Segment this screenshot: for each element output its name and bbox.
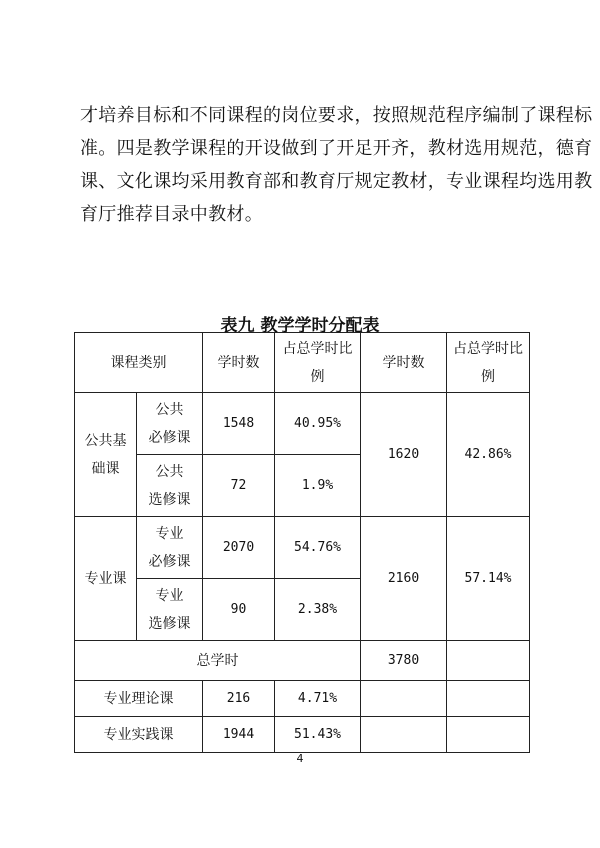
hours-allocation-table — [74, 332, 530, 753]
page-number: 4 — [296, 752, 304, 765]
subcategory-cell — [137, 517, 203, 579]
subcategory-line1: 公共 — [155, 463, 184, 480]
row-label: 专业实践课 — [75, 717, 203, 753]
group-name-line1: 公共基 — [84, 432, 127, 449]
subcategory-line2: 必修课 — [148, 553, 191, 570]
hours-cell: 72 — [203, 455, 275, 517]
table-caption: 表九 教学学时分配表 — [220, 316, 380, 336]
table-row — [75, 717, 530, 753]
header-category: 课程类别 — [75, 333, 203, 393]
paragraph-line: 才培养目标和不同课程的岗位要求，按照规范程序编制了课程标 — [80, 105, 593, 126]
header-hours: 学时数 — [203, 333, 275, 393]
subcategory-cell — [137, 455, 203, 517]
header-total-hours: 学时数 — [361, 333, 447, 393]
subcategory-line2: 选修课 — [148, 491, 191, 508]
paragraph-line: 育厅推荐目录中教材。 — [80, 204, 263, 225]
hours-cell: 1944 — [203, 717, 275, 753]
table-row — [75, 393, 530, 455]
ratio-cell: 2.38% — [275, 579, 361, 641]
header-ratio-line2: 例 — [310, 368, 325, 385]
header-total-ratio-line1: 占总学时比 — [453, 340, 523, 357]
paragraph-line: 课、文化课均采用教育部和教育厅规定教材，专业课程均选用教 — [80, 171, 593, 192]
hours-cell: 90 — [203, 579, 275, 641]
table-total-row — [75, 641, 530, 681]
table-header-row — [75, 333, 530, 393]
subcategory-line2: 必修课 — [148, 429, 191, 446]
header-ratio-line1: 占总学时比 — [282, 340, 353, 357]
ratio-cell: 51.43% — [275, 717, 361, 753]
subcategory-cell — [137, 393, 203, 455]
subcategory-line1: 专业 — [155, 525, 184, 542]
ratio-cell: 40.95% — [275, 393, 361, 455]
total-hours: 3780 — [361, 641, 447, 681]
group-total-ratio: 57.14% — [447, 517, 530, 641]
table-row — [75, 681, 530, 717]
hours-cell: 216 — [203, 681, 275, 717]
group-name-line2: 础课 — [91, 460, 120, 477]
empty-cell — [361, 717, 447, 753]
empty-cell — [447, 641, 530, 681]
empty-cell — [447, 717, 530, 753]
total-label: 总学时 — [75, 641, 361, 681]
subcategory-line2: 选修课 — [148, 615, 191, 632]
ratio-cell: 54.76% — [275, 517, 361, 579]
ratio-cell: 4.71% — [275, 681, 361, 717]
body-paragraph — [80, 99, 593, 231]
header-ratio — [275, 333, 361, 393]
hours-cell: 1548 — [203, 393, 275, 455]
empty-cell — [361, 681, 447, 717]
subcategory-line1: 公共 — [155, 401, 184, 418]
group-total-hours: 2160 — [361, 517, 447, 641]
row-label: 专业理论课 — [75, 681, 203, 717]
header-total-ratio — [447, 333, 530, 393]
ratio-cell: 1.9% — [275, 455, 361, 517]
paragraph-line: 准。四是教学课程的开设做到了开足开齐，教材选用规范，德育 — [80, 138, 593, 159]
group-public-basic — [75, 393, 137, 517]
subcategory-cell — [137, 579, 203, 641]
empty-cell — [447, 681, 530, 717]
subcategory-line1: 专业 — [155, 587, 184, 604]
table-row — [75, 517, 530, 579]
group-total-ratio: 42.86% — [447, 393, 530, 517]
hours-cell: 2070 — [203, 517, 275, 579]
header-total-ratio-line2: 例 — [481, 368, 495, 385]
group-total-hours: 1620 — [361, 393, 447, 517]
group-professional: 专业课 — [75, 517, 137, 641]
